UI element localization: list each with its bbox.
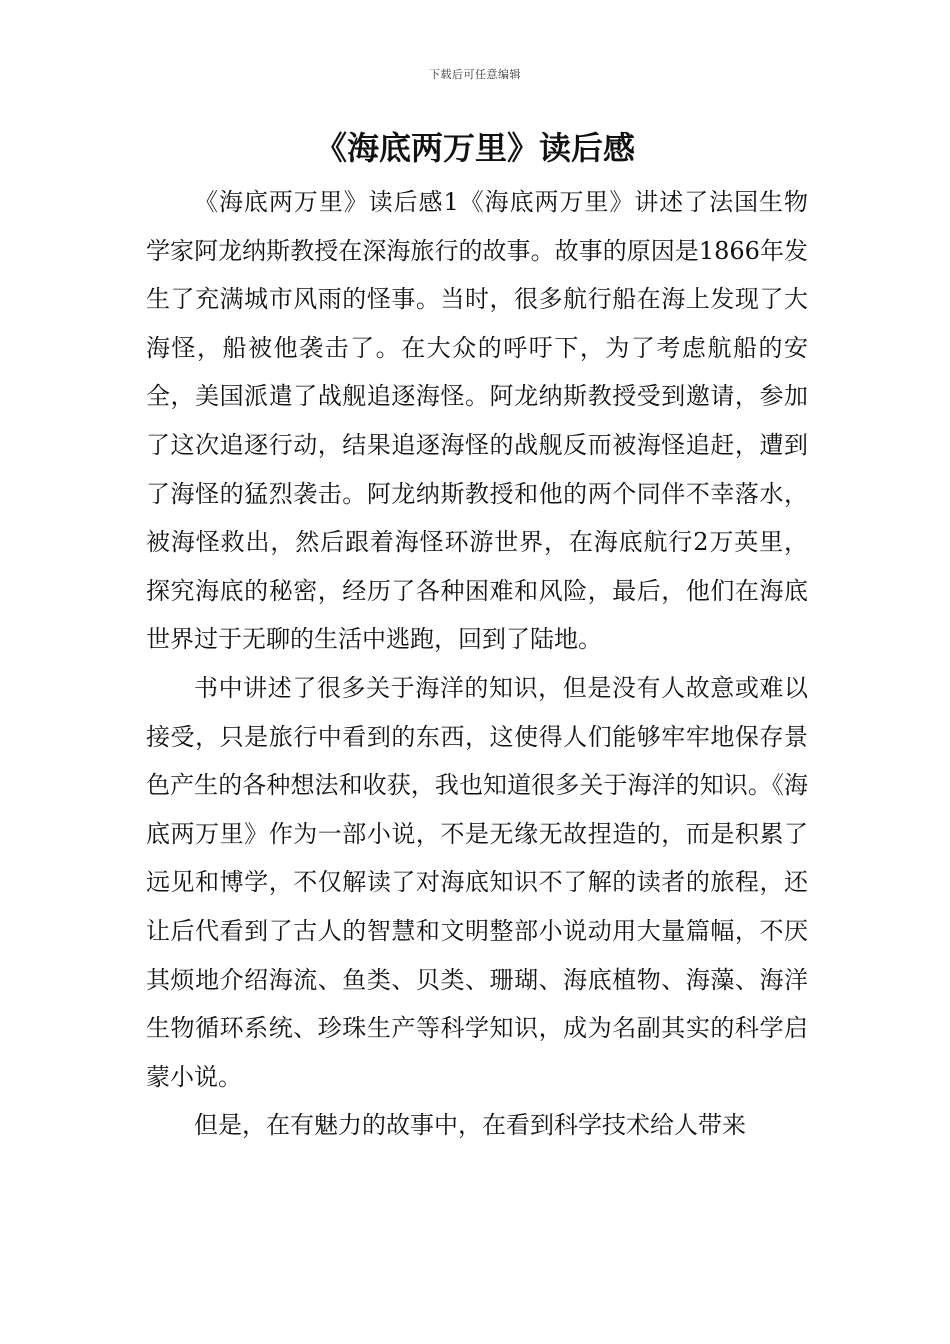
paragraph-1: 《海底两万里》读后感1《海底两万里》讲述了法国生物学家阿龙纳斯教授在深海旅行的故事。故事的原因是1866年发生了充满城市风雨的怪事。当时，很多航行船在海上发现了大海怪，船被他袭击了。在大众的呼吁下，为了考虑航船的安全，美国派遣了战舰追逐海怪。阿龙纳斯教授受到邀请，参加了这次追逐行动，结果追逐海怪的战舰反而被海怪追赶，遭到了海怪的猛烈袭击。阿龙纳斯教授和他的两个同伴不幸落水，被海怪救出，然后跟着海怪环游世界，在海底航行2万英里，探究海底的秘密，经历了各种困难和风险，最后，他们在海底世界过于无聊的生活中逃跑，回到了陆地。 <box>146 188 808 654</box>
document-title: 《海底两万里》读后感 <box>314 129 635 167</box>
header-note: 下载后可任意编辑 <box>429 68 521 81</box>
paragraph-2: 书中讲述了很多关于海洋的知识，但是没有人故意或难以接受，只是旅行中看到的东西，这使得人们能够牢牢地保存景色产生的各种想法和收获，我也知道很多关于海洋的知识。《海底两万里》作为一部小说，不是无缘无故捏造的，而是积累了远见和博学，不仅解读了对海底知识不了解的读者的旅程，还让后代看到了古人的智慧和文明整部小说动用大量篇幅，不厌其烦地介绍海流、鱼类、贝类、珊瑚、海底植物、海藻、海洋生物循环系统、珍珠生产等科学知识，成为名副其实的科学启蒙小说。 <box>146 673 808 1091</box>
paragraph-3: 但是，在有魅力的故事中，在看到科学技术给人带来 <box>194 1111 746 1140</box>
document-body <box>146 178 808 1150</box>
